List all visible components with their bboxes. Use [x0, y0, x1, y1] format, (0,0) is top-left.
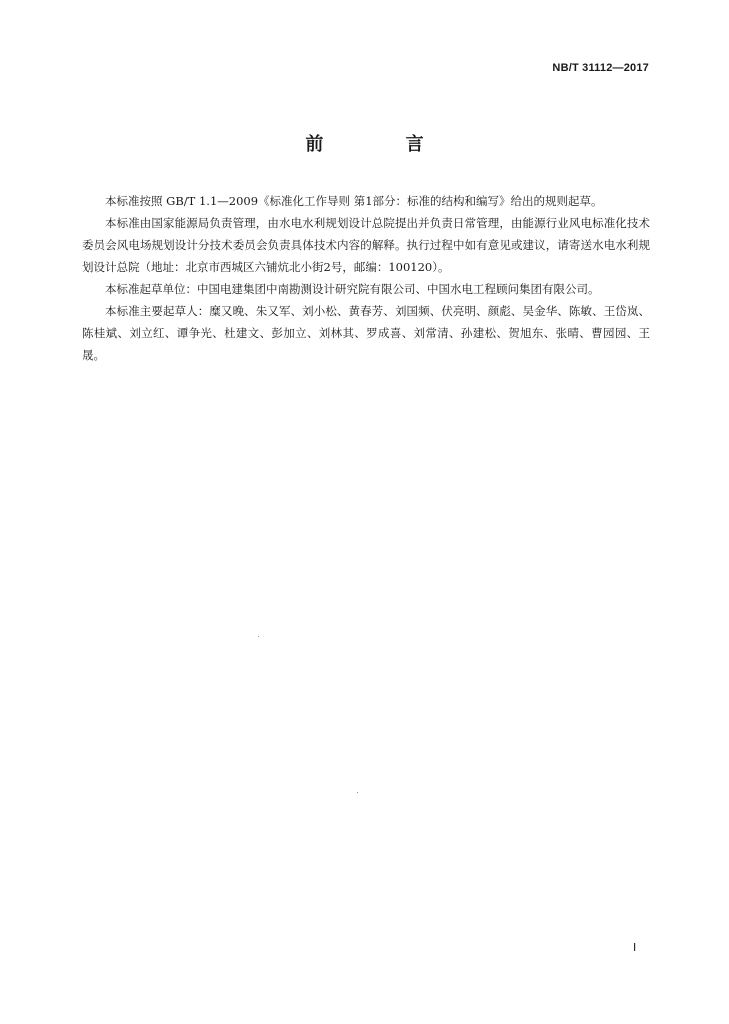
paragraph-drafting-units: 本标准起草单位：中国电建集团中南勘测设计研究院有限公司、中国水电工程顾问集团有限公司。	[105, 282, 600, 296]
page-title: 前 言	[305, 134, 462, 155]
document-body	[82, 190, 650, 366]
paragraph-drafters: 本标准主要起草人：糜又晚、朱又军、刘小松、黄春芳、刘国频、伏亮明、颜彪、吴金华、陈敏、王岱岚、陈桂斌、刘立红、谭争光、杜建文、彭加立、刘林其、罗成喜、刘常清、孙建松、贺旭东、张晴、曹园园、王晟。	[82, 304, 650, 362]
scan-speck	[357, 792, 358, 793]
paragraph-management: 本标准由国家能源局负责管理，由水电水利规划设计总院提出并负责日常管理，由能源行业风电标准化技术委员会风电场规划设计分技术委员会负责具体技术内容的解释。执行过程中如有意见或建议，请寄送水电水利规划设计总院（地址：北京市西城区六铺炕北小街2号，邮编：100120）。	[82, 216, 650, 274]
paragraph-drafting-rules: 本标准按照 GB/T 1.1—2009《标准化工作导则 第1部分：标准的结构和编写》给出的规则起草。	[105, 194, 603, 208]
scan-speck	[258, 636, 259, 637]
page-number: Ⅰ	[633, 941, 637, 954]
standard-code: NB/T 31112—2017	[552, 62, 649, 74]
